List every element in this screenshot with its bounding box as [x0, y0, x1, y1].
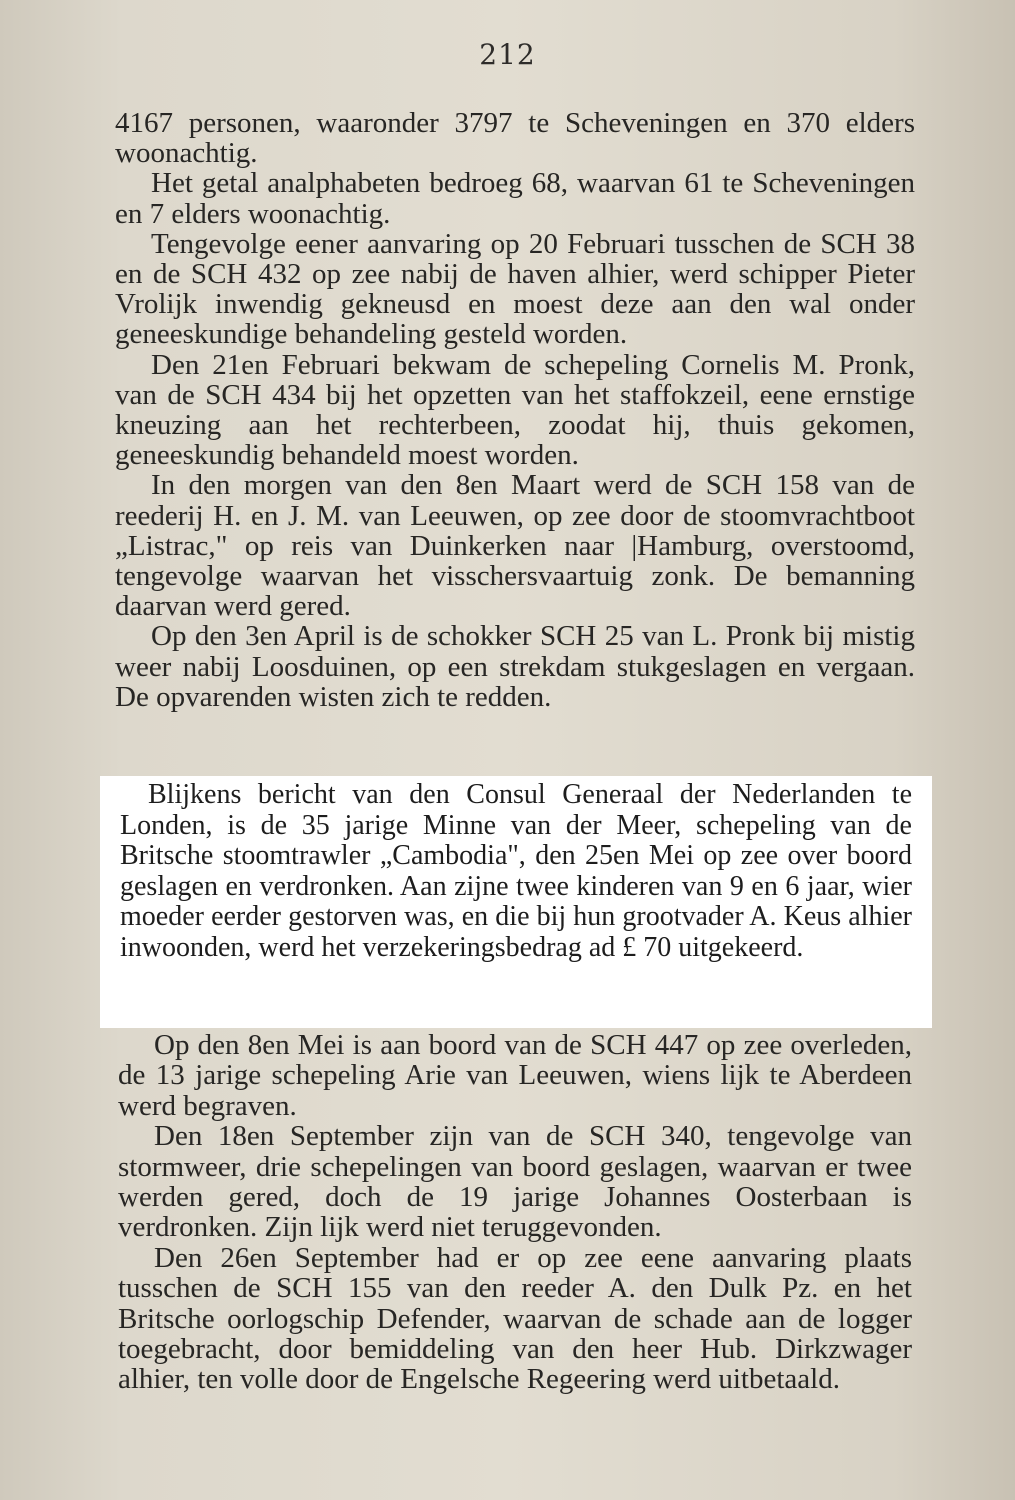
paragraph: Den 21en Februari bekwam de schepeling Cornelis M. Pronk, van de SCH 434 bij het opzetten van het staffokzeil, eene ernstige kneuzing aan het rechterbeen, zoodat hij, thuis gekomen, geneeskundig behandeld moest worden. [115, 348, 915, 472]
highlighted-text-block [120, 780, 912, 963]
paragraph: Op den 3en April is de schokker SCH 25 van L. Pronk bij mistig weer nabij Loosduinen, op een strekdam stukgeslagen en vergaan. De opvarenden wisten zich te redden. [115, 620, 915, 713]
paragraph: Het getal analphabeten bedroeg 68, waarvan 61 te Scheveningen en 7 elders woonachtig. [115, 167, 915, 230]
paragraph: Den 26en September had er op zee eene aanvaring plaats tusschen de SCH 155 van den reeder A. den Dulk Pz. en het Britsche oorlogschip Defender, waarvan de schade aan de logger toegebracht, door bemiddeling van den heer Hub. Dirkzwager alhier, ten volle door de Engelsche Regeering werd uitbetaald. [118, 1241, 912, 1396]
highlighted-paragraph: Blijkens bericht van den Consul Generaal der Nederlanden te Londen, is de 35 jarige Minne van der Meer, schepeling van de Britsche stoomtrawler „Cambodia", den 25en Mei op zee over boord geslagen en verdronken. Aan zijne twee kinderen van 9 en 6 jaar, wier moeder eerder gestorven was, en die bij hun grootvader A. Keus alhier inwoonden, werd het verzekeringsbedrag ad £ 70 uitgekeerd. [120, 779, 912, 963]
page-number: 212 [479, 38, 536, 71]
paragraph: Op den 8en Mei is aan boord van de SCH 447 op zee overleden, de 13 jarige schepeling Arie van Leeuwen, wiens lijk te Aberdeen werd begraven. [118, 1029, 912, 1122]
upper-text-block [115, 108, 915, 712]
paragraph: In den morgen van den 8en Maart werd de SCH 158 van de reederij H. en J. M. van Leeuwen, op zee door de stoomvrachtboot „Listrac," op reis van Duinkerken naar |Hamburg, overstoomd, tengevolge waarvan het visschersvaartuig zonk. De bemanning daarvan werd gered. [115, 469, 915, 623]
paragraph: 4167 personen, waaronder 3797 te Scheveningen en 370 elders woonachtig. [115, 107, 915, 170]
lower-text-block [118, 1030, 912, 1395]
paragraph: Den 18en September zijn van de SCH 340, tengevolge van stormweer, drie schepelingen van boord geslagen, waarvan er twee werden gered, doch de 19 jarige Johannes Oosterbaan is verdronken. Zijn lijk werd niet teruggevonden. [118, 1120, 912, 1244]
paragraph: Tengevolge eener aanvaring op 20 Februari tusschen de SCH 38 en de SCH 432 op zee nabij de haven alhier, werd schipper Pieter Vrolijk inwendig gekneusd en moest deze aan den wal onder geneeskundige behandeling gesteld worden. [115, 227, 915, 351]
